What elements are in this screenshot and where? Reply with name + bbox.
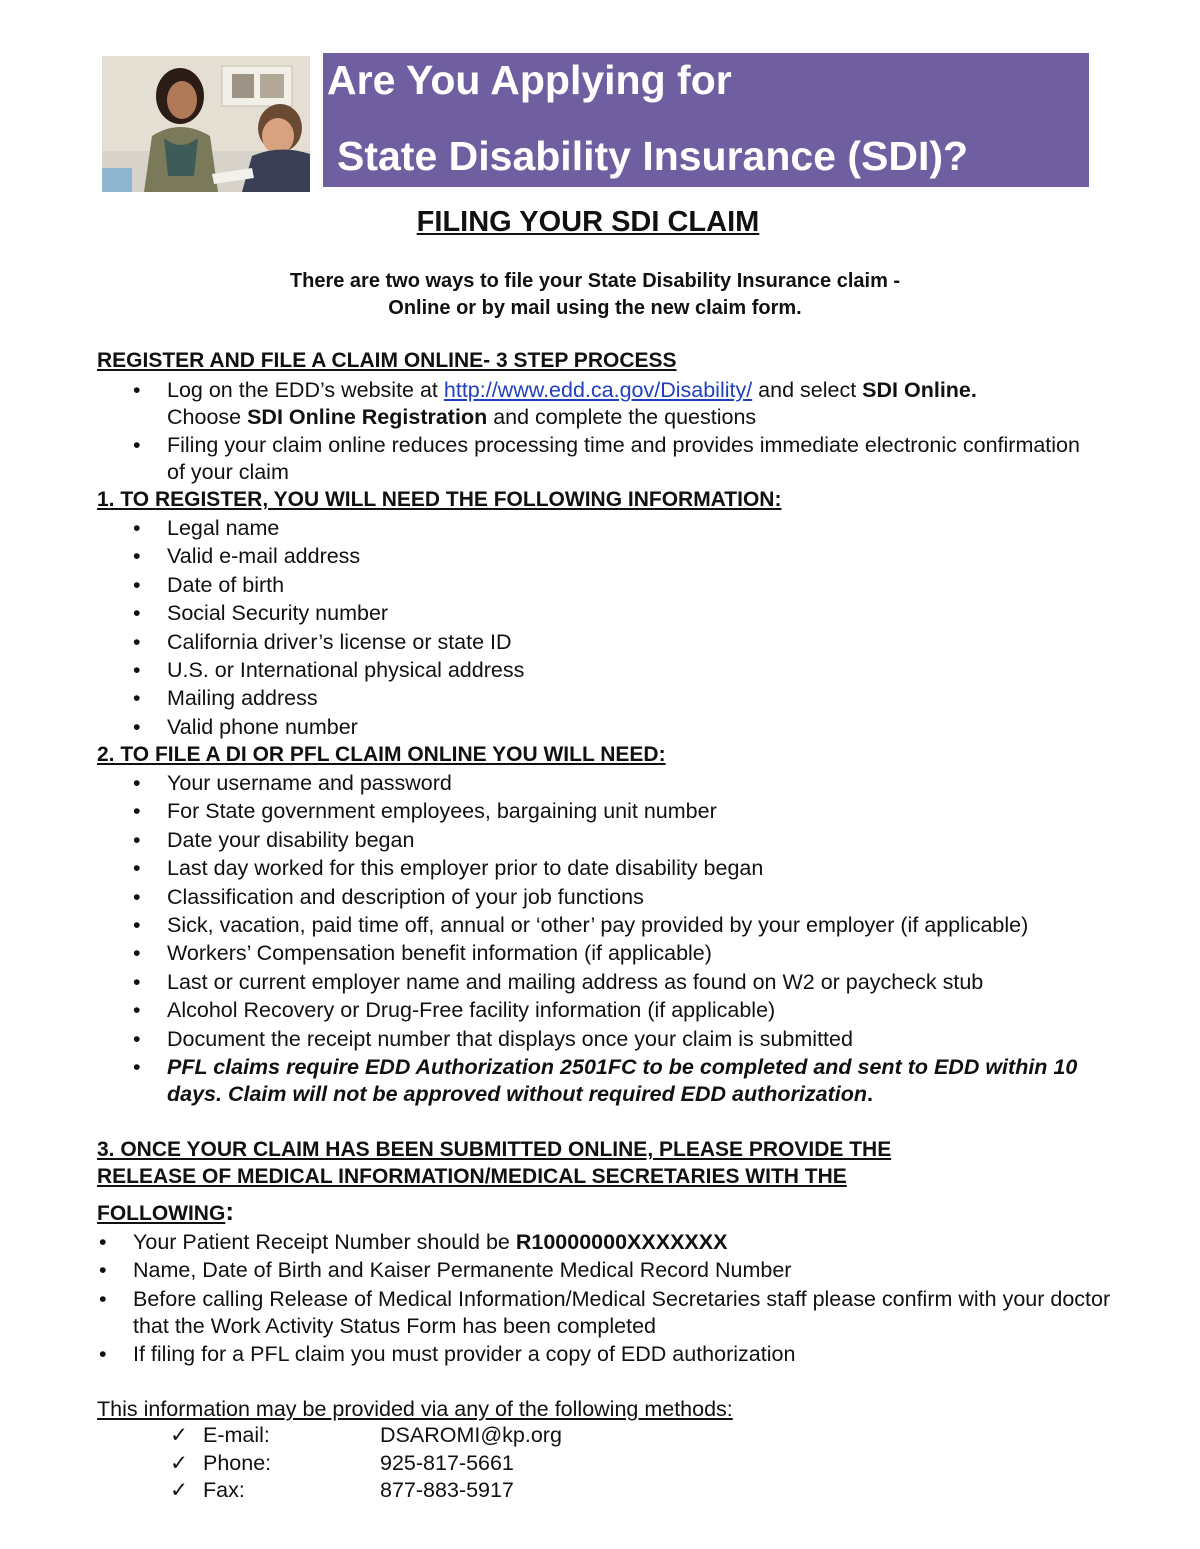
register-list — [97, 515, 1087, 742]
intro-line2: Online or by mail using the new claim form. — [388, 297, 802, 319]
list-item: • California driver’s license or state ID — [97, 629, 1087, 656]
list-item: • Classification and description of your job functions — [97, 884, 1087, 911]
title-banner — [323, 53, 1089, 187]
contact-label: E-mail: — [203, 1423, 270, 1447]
contact-phone: 925-817-5661 — [380, 1451, 514, 1475]
submitted-heading-line1: 3. ONCE YOUR CLAIM HAS BEEN SUBMITTED ONLINE, PLEASE PROVIDE THE — [97, 1138, 892, 1161]
list-item: • Your username and password — [97, 770, 1087, 797]
list-item: • Workers’ Compensation benefit information (if applicable) — [97, 940, 1087, 967]
file-claim-section-heading: 2. TO FILE A DI OR PFL CLAIM ONLINE YOU WILL NEED: — [97, 743, 666, 766]
list-item: • Social Security number — [97, 600, 1087, 627]
list-item — [97, 377, 1087, 431]
check-icon: ✓ — [170, 1478, 189, 1502]
check-icon: ✓ — [170, 1451, 189, 1475]
contact-email-row — [170, 1423, 562, 1448]
pfl-note: PFL claims require EDD Authorization 2501FC to be completed and sent to EDD within 10 days. Claim will not be approved without required EDD authorization — [167, 1054, 1078, 1106]
list-item: • Valid phone number — [97, 714, 1087, 741]
list-item: • Last or current employer name and mailing address as found on W2 or paycheck stub — [97, 969, 1087, 996]
pfl-note-item: • PFL claims require EDD Authorization 2501FC to be completed and sent to EDD within 10 days. Claim will not be approved without required EDD authorization. — [97, 1054, 1087, 1108]
contact-email[interactable]: DSAROMI@kp.org — [380, 1423, 562, 1447]
banner-title-line2: State Disability Insurance (SDI)? — [337, 133, 969, 179]
methods-intro: This information may be provided via any of the following methods: — [97, 1397, 733, 1421]
contact-label: Fax: — [203, 1478, 245, 1502]
sdi-online-label: SDI Online. — [862, 378, 977, 402]
submitted-heading-line2: RELEASE OF MEDICAL INFORMATION/MEDICAL SECRETARIES WITH THE — [97, 1165, 847, 1188]
list-item: • Mailing address — [97, 685, 1087, 712]
header-photo — [102, 56, 310, 192]
submitted-list — [97, 1229, 1113, 1370]
list-item: • Last day worked for this employer prior to date disability began — [97, 855, 1087, 882]
submitted-heading-line3: FOLLOWING — [97, 1202, 226, 1225]
contact-label: Phone: — [203, 1451, 272, 1475]
file-claim-list — [97, 770, 1087, 1109]
intro-text — [0, 268, 1190, 322]
page-title: FILING YOUR SDI CLAIM — [416, 206, 760, 238]
people-photo-illustration — [102, 56, 310, 192]
check-icon: ✓ — [170, 1423, 189, 1447]
online-item1-text2: Choose — [167, 405, 248, 429]
online-section-heading: REGISTER AND FILE A CLAIM ONLINE- 3 STEP PROCESS — [97, 349, 677, 372]
list-item: • Date of birth — [97, 572, 1087, 599]
contact-fax: 877-883-5917 — [380, 1478, 514, 1502]
list-item: • Date your disability began — [97, 827, 1087, 854]
contact-phone-row — [170, 1451, 514, 1476]
list-item: • If filing for a PFL claim you must provider a copy of EDD authorization — [97, 1341, 1113, 1368]
list-item — [97, 1229, 1113, 1256]
online-item1-mid: and select — [752, 378, 863, 402]
edd-disability-link[interactable]: http://www.edd.ca.gov/Disability/ — [443, 378, 753, 402]
banner-title-line1: Are You Applying for — [327, 57, 732, 103]
contact-fax-row — [170, 1478, 514, 1503]
submitted-heading-line3-wrap: FOLLOWING: — [97, 1196, 234, 1226]
list-item: • Before calling Release of Medical Information/Medical Secretaries staff please confirm with your doctor that the Work Activity Status Form has been completed — [97, 1286, 1113, 1340]
list-item: • Valid e-mail address — [97, 543, 1087, 570]
list-item: • Legal name — [97, 515, 1087, 542]
register-section-heading: 1. TO REGISTER, YOU WILL NEED THE FOLLOWING INFORMATION: — [97, 488, 782, 511]
receipt-text: Your Patient Receipt Number should be — [133, 1230, 516, 1254]
online-item1-post: and complete the questions — [487, 405, 757, 429]
list-item: • U.S. or International physical address — [97, 657, 1087, 684]
list-item: • For State government employees, bargaining unit number — [97, 798, 1087, 825]
receipt-number: R10000000XXXXXXX — [515, 1230, 728, 1254]
sdi-registration-label: SDI Online Registration — [247, 405, 488, 429]
list-item: • Alcohol Recovery or Drug-Free facility information (if applicable) — [97, 997, 1087, 1024]
list-item: • Sick, vacation, paid time off, annual or ‘other’ pay provided by your employer (if applicable) — [97, 912, 1087, 939]
online-list — [97, 377, 1087, 488]
online-item1-text: Log on the EDD’s website at — [167, 378, 444, 402]
list-item: • Name, Date of Birth and Kaiser Permanente Medical Record Number — [97, 1257, 1113, 1284]
intro-line1: There are two ways to file your State Disability Insurance claim - — [289, 270, 901, 292]
list-item: • Document the receipt number that displays once your claim is submitted — [97, 1026, 1087, 1053]
list-item: • Filing your claim online reduces processing time and provides immediate electronic confirmation of your claim — [97, 432, 1087, 486]
